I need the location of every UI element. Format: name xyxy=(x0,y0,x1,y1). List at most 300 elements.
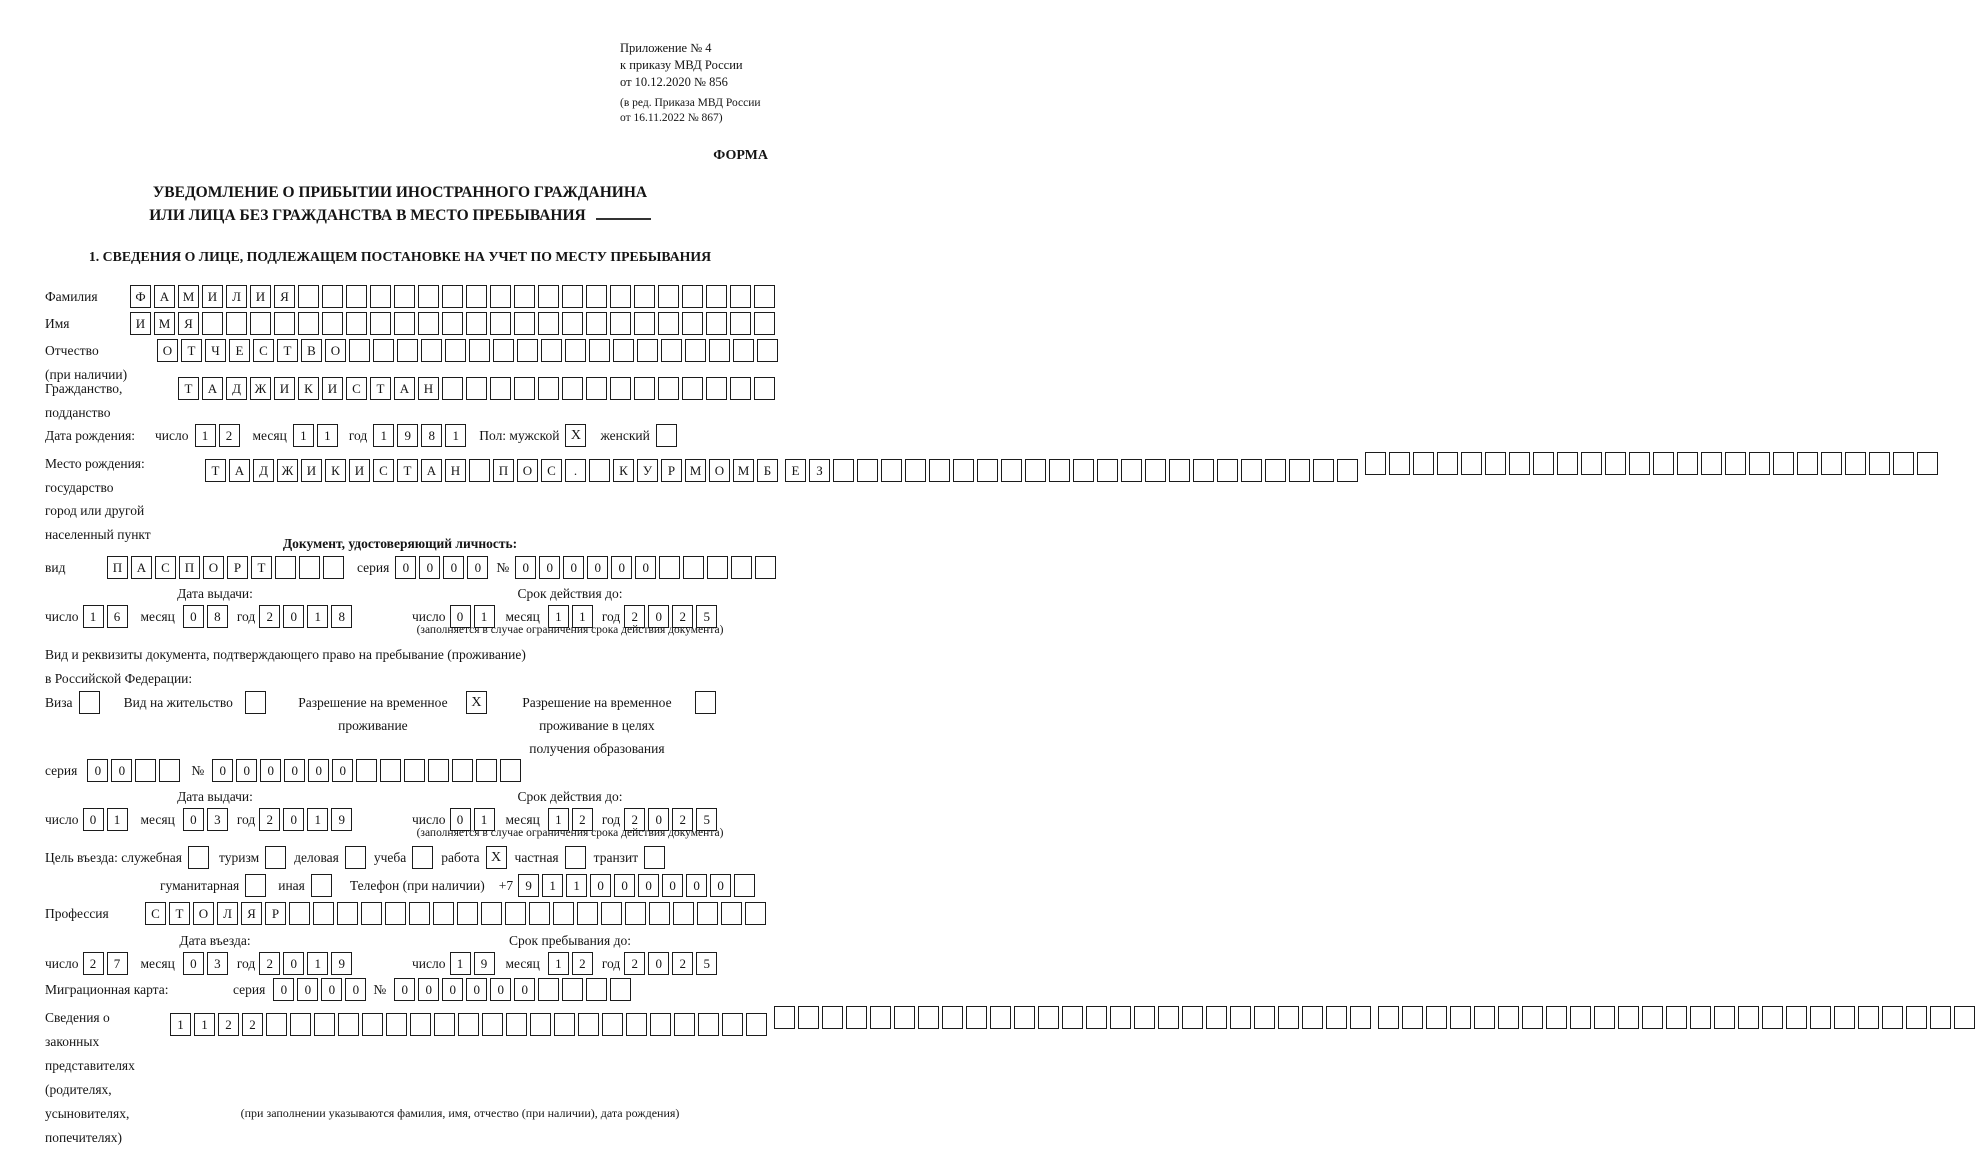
form-cell[interactable] xyxy=(135,759,156,782)
form-cell[interactable] xyxy=(433,902,454,925)
form-cell[interactable]: 0 xyxy=(590,874,611,897)
form-cell[interactable]: 0 xyxy=(283,605,304,628)
form-cell[interactable]: Н xyxy=(418,377,439,400)
form-cell[interactable]: И xyxy=(250,285,271,308)
form-cell[interactable] xyxy=(442,312,463,335)
form-cell[interactable]: Л xyxy=(217,902,238,925)
form-cell[interactable]: Т xyxy=(181,339,202,362)
form-cell[interactable]: 0 xyxy=(563,556,584,579)
form-cell[interactable]: А xyxy=(131,556,152,579)
form-cell[interactable] xyxy=(658,377,679,400)
form-cell[interactable]: У xyxy=(637,459,658,482)
form-cell[interactable]: 5 xyxy=(696,808,717,831)
form-cell[interactable] xyxy=(517,339,538,362)
form-cell[interactable]: 1 xyxy=(307,605,328,628)
form-cell[interactable]: 0 xyxy=(418,978,439,1001)
form-cell[interactable] xyxy=(586,978,607,1001)
form-cell[interactable] xyxy=(1302,1006,1323,1029)
form-cell[interactable] xyxy=(707,556,728,579)
form-cell[interactable] xyxy=(373,339,394,362)
form-cell[interactable]: 0 xyxy=(236,759,257,782)
form-cell[interactable]: 1 xyxy=(548,952,569,975)
form-cell[interactable] xyxy=(1289,459,1310,482)
checkbox-purpose-tourism[interactable] xyxy=(265,846,286,869)
form-cell[interactable] xyxy=(289,902,310,925)
form-cell[interactable] xyxy=(1001,459,1022,482)
form-cell[interactable]: 1 xyxy=(107,808,128,831)
form-cell[interactable] xyxy=(1786,1006,1807,1029)
form-cell[interactable]: 2 xyxy=(242,1013,263,1036)
form-cell[interactable]: С xyxy=(541,459,562,482)
form-cell[interactable]: И xyxy=(301,459,322,482)
form-cell[interactable]: М xyxy=(178,285,199,308)
form-cell[interactable]: С xyxy=(253,339,274,362)
form-cell[interactable]: 9 xyxy=(331,952,352,975)
form-cell[interactable]: 2 xyxy=(218,1013,239,1036)
form-cell[interactable]: А xyxy=(229,459,250,482)
form-cell[interactable]: К xyxy=(613,459,634,482)
form-cell[interactable]: И xyxy=(322,377,343,400)
form-cell[interactable] xyxy=(637,339,658,362)
form-cell[interactable]: Т xyxy=(205,459,226,482)
form-cell[interactable] xyxy=(1193,459,1214,482)
form-cell[interactable]: Т xyxy=(169,902,190,925)
form-cell[interactable] xyxy=(1337,459,1358,482)
form-cell[interactable]: Ж xyxy=(250,377,271,400)
form-cell[interactable]: Т xyxy=(397,459,418,482)
form-cell[interactable] xyxy=(370,285,391,308)
form-cell[interactable] xyxy=(322,285,343,308)
form-cell[interactable] xyxy=(493,339,514,362)
form-cell[interactable] xyxy=(1097,459,1118,482)
form-cell[interactable] xyxy=(1906,1006,1927,1029)
form-cell[interactable]: 0 xyxy=(442,978,463,1001)
form-cell[interactable]: 0 xyxy=(332,759,353,782)
form-cell[interactable]: 9 xyxy=(331,808,352,831)
form-cell[interactable] xyxy=(755,556,776,579)
form-cell[interactable]: 8 xyxy=(207,605,228,628)
form-cell[interactable] xyxy=(482,1013,503,1036)
form-cell[interactable] xyxy=(466,285,487,308)
form-cell[interactable] xyxy=(1038,1006,1059,1029)
form-cell[interactable]: 0 xyxy=(111,759,132,782)
form-cell[interactable]: 1 xyxy=(548,605,569,628)
form-cell[interactable]: Я xyxy=(241,902,262,925)
form-cell[interactable] xyxy=(1581,452,1602,475)
form-cell[interactable] xyxy=(1858,1006,1879,1029)
form-cell[interactable]: 2 xyxy=(259,808,280,831)
form-cell[interactable] xyxy=(634,377,655,400)
form-cell[interactable] xyxy=(709,339,730,362)
form-cell[interactable] xyxy=(942,1006,963,1029)
form-cell[interactable]: 0 xyxy=(638,874,659,897)
form-cell[interactable]: А xyxy=(394,377,415,400)
form-cell[interactable]: Б xyxy=(757,459,778,482)
form-cell[interactable] xyxy=(1086,1006,1107,1029)
form-cell[interactable] xyxy=(1182,1006,1203,1029)
form-cell[interactable] xyxy=(323,556,344,579)
form-cell[interactable] xyxy=(1810,1006,1831,1029)
form-cell[interactable] xyxy=(1474,1006,1495,1029)
form-cell[interactable]: Ф xyxy=(130,285,151,308)
form-cell[interactable]: 1 xyxy=(307,808,328,831)
form-cell[interactable] xyxy=(1073,459,1094,482)
form-cell[interactable] xyxy=(1254,1006,1275,1029)
form-cell[interactable]: Т xyxy=(370,377,391,400)
form-cell[interactable] xyxy=(683,556,704,579)
form-cell[interactable] xyxy=(1230,1006,1251,1029)
form-cell[interactable] xyxy=(1206,1006,1227,1029)
form-cell[interactable] xyxy=(613,339,634,362)
form-cell[interactable]: 3 xyxy=(207,952,228,975)
form-cell[interactable] xyxy=(721,902,742,925)
form-cell[interactable] xyxy=(1158,1006,1179,1029)
form-cell[interactable]: О xyxy=(517,459,538,482)
form-cell[interactable] xyxy=(731,556,752,579)
form-cell[interactable] xyxy=(562,377,583,400)
form-cell[interactable]: 2 xyxy=(259,605,280,628)
form-cell[interactable]: 0 xyxy=(648,952,669,975)
form-cell[interactable] xyxy=(650,1013,671,1036)
form-cell[interactable] xyxy=(734,874,755,897)
form-cell[interactable] xyxy=(445,339,466,362)
form-cell[interactable] xyxy=(1690,1006,1711,1029)
form-cell[interactable] xyxy=(1241,459,1262,482)
form-cell[interactable]: П xyxy=(107,556,128,579)
form-cell[interactable]: 7 xyxy=(107,952,128,975)
form-cell[interactable] xyxy=(589,339,610,362)
form-cell[interactable] xyxy=(586,377,607,400)
form-cell[interactable] xyxy=(469,339,490,362)
form-cell[interactable] xyxy=(1834,1006,1855,1029)
form-cell[interactable] xyxy=(698,1013,719,1036)
form-cell[interactable] xyxy=(529,902,550,925)
checkbox-purpose-work[interactable]: X xyxy=(486,846,507,869)
form-cell[interactable]: Р xyxy=(265,902,286,925)
form-cell[interactable] xyxy=(754,285,775,308)
form-cell[interactable] xyxy=(649,902,670,925)
form-cell[interactable] xyxy=(394,285,415,308)
form-cell[interactable] xyxy=(602,1013,623,1036)
form-cell[interactable] xyxy=(757,339,778,362)
form-cell[interactable]: О xyxy=(325,339,346,362)
form-cell[interactable]: 0 xyxy=(662,874,683,897)
form-cell[interactable]: 0 xyxy=(87,759,108,782)
form-cell[interactable]: 0 xyxy=(686,874,707,897)
form-cell[interactable]: 1 xyxy=(373,424,394,447)
form-cell[interactable] xyxy=(1893,452,1914,475)
form-cell[interactable] xyxy=(1402,1006,1423,1029)
form-cell[interactable]: С xyxy=(346,377,367,400)
form-cell[interactable] xyxy=(1749,452,1770,475)
form-cell[interactable]: 1 xyxy=(195,424,216,447)
form-cell[interactable] xyxy=(1618,1006,1639,1029)
form-cell[interactable] xyxy=(1413,452,1434,475)
form-cell[interactable] xyxy=(1930,1006,1951,1029)
form-cell[interactable] xyxy=(774,1006,795,1029)
form-cell[interactable]: З xyxy=(809,459,830,482)
form-cell[interactable] xyxy=(298,312,319,335)
form-cell[interactable]: П xyxy=(493,459,514,482)
form-cell[interactable]: 1 xyxy=(474,605,495,628)
form-cell[interactable] xyxy=(202,312,223,335)
form-cell[interactable] xyxy=(577,902,598,925)
form-cell[interactable]: 0 xyxy=(183,952,204,975)
form-cell[interactable]: 0 xyxy=(283,952,304,975)
form-cell[interactable]: 0 xyxy=(321,978,342,1001)
form-cell[interactable]: 0 xyxy=(515,556,536,579)
form-cell[interactable]: 1 xyxy=(317,424,338,447)
form-cell[interactable] xyxy=(1666,1006,1687,1029)
form-cell[interactable] xyxy=(1546,1006,1567,1029)
form-cell[interactable] xyxy=(990,1006,1011,1029)
form-cell[interactable]: П xyxy=(179,556,200,579)
form-cell[interactable] xyxy=(337,902,358,925)
form-cell[interactable] xyxy=(410,1013,431,1036)
form-cell[interactable] xyxy=(562,312,583,335)
form-cell[interactable] xyxy=(362,1013,383,1036)
form-cell[interactable]: Р xyxy=(227,556,248,579)
form-cell[interactable] xyxy=(538,312,559,335)
checkbox-purpose-other[interactable] xyxy=(311,874,332,897)
form-cell[interactable] xyxy=(682,285,703,308)
form-cell[interactable] xyxy=(313,902,334,925)
form-cell[interactable] xyxy=(481,902,502,925)
form-cell[interactable]: 9 xyxy=(397,424,418,447)
form-cell[interactable] xyxy=(452,759,473,782)
form-cell[interactable] xyxy=(538,978,559,1001)
form-cell[interactable] xyxy=(706,312,727,335)
checkbox-purpose-study[interactable] xyxy=(412,846,433,869)
checkbox-sex-female[interactable] xyxy=(656,424,677,447)
form-cell[interactable] xyxy=(905,459,926,482)
form-cell[interactable]: 1 xyxy=(542,874,563,897)
form-cell[interactable] xyxy=(586,285,607,308)
form-cell[interactable]: А xyxy=(154,285,175,308)
form-cell[interactable]: 0 xyxy=(260,759,281,782)
form-cell[interactable] xyxy=(514,377,535,400)
form-cell[interactable] xyxy=(1326,1006,1347,1029)
form-cell[interactable] xyxy=(833,459,854,482)
form-cell[interactable]: 0 xyxy=(635,556,656,579)
form-cell[interactable]: К xyxy=(298,377,319,400)
form-cell[interactable] xyxy=(553,902,574,925)
form-cell[interactable] xyxy=(1350,1006,1371,1029)
form-cell[interactable]: 0 xyxy=(450,808,471,831)
form-cell[interactable]: Е xyxy=(785,459,806,482)
form-cell[interactable] xyxy=(554,1013,575,1036)
form-cell[interactable]: . xyxy=(565,459,586,482)
form-cell[interactable]: Н xyxy=(445,459,466,482)
form-cell[interactable] xyxy=(418,312,439,335)
form-cell[interactable]: 6 xyxy=(107,605,128,628)
form-cell[interactable] xyxy=(404,759,425,782)
form-cell[interactable] xyxy=(754,377,775,400)
form-cell[interactable] xyxy=(346,312,367,335)
form-cell[interactable] xyxy=(290,1013,311,1036)
form-cell[interactable]: 0 xyxy=(395,556,416,579)
form-cell[interactable] xyxy=(538,377,559,400)
form-cell[interactable] xyxy=(589,459,610,482)
form-cell[interactable]: 1 xyxy=(450,952,471,975)
form-cell[interactable] xyxy=(1533,452,1554,475)
form-cell[interactable] xyxy=(1110,1006,1131,1029)
form-cell[interactable]: 0 xyxy=(212,759,233,782)
form-cell[interactable] xyxy=(730,377,751,400)
form-cell[interactable] xyxy=(977,459,998,482)
form-cell[interactable] xyxy=(634,285,655,308)
form-cell[interactable]: 0 xyxy=(614,874,635,897)
form-cell[interactable] xyxy=(733,339,754,362)
form-cell[interactable]: 9 xyxy=(518,874,539,897)
form-cell[interactable]: 0 xyxy=(539,556,560,579)
form-cell[interactable]: 9 xyxy=(474,952,495,975)
form-cell[interactable]: 0 xyxy=(183,605,204,628)
form-cell[interactable]: 0 xyxy=(83,808,104,831)
form-cell[interactable] xyxy=(274,312,295,335)
form-cell[interactable] xyxy=(562,978,583,1001)
form-cell[interactable] xyxy=(397,339,418,362)
form-cell[interactable]: 0 xyxy=(611,556,632,579)
form-cell[interactable] xyxy=(428,759,449,782)
form-cell[interactable] xyxy=(458,1013,479,1036)
form-cell[interactable] xyxy=(1025,459,1046,482)
form-cell[interactable] xyxy=(626,1013,647,1036)
form-cell[interactable]: 0 xyxy=(443,556,464,579)
form-cell[interactable]: С xyxy=(145,902,166,925)
form-cell[interactable]: И xyxy=(274,377,295,400)
form-cell[interactable] xyxy=(610,312,631,335)
form-cell[interactable]: О xyxy=(193,902,214,925)
form-cell[interactable] xyxy=(299,556,320,579)
form-cell[interactable]: Д xyxy=(226,377,247,400)
form-cell[interactable] xyxy=(1773,452,1794,475)
form-cell[interactable] xyxy=(798,1006,819,1029)
form-cell[interactable] xyxy=(275,556,296,579)
form-cell[interactable]: 3 xyxy=(207,808,228,831)
form-cell[interactable]: 0 xyxy=(394,978,415,1001)
form-cell[interactable]: 2 xyxy=(572,952,593,975)
form-cell[interactable]: 0 xyxy=(297,978,318,1001)
form-cell[interactable] xyxy=(1437,452,1458,475)
form-cell[interactable] xyxy=(346,285,367,308)
form-cell[interactable]: К xyxy=(325,459,346,482)
form-cell[interactable]: 1 xyxy=(572,605,593,628)
form-cell[interactable] xyxy=(659,556,680,579)
form-cell[interactable] xyxy=(159,759,180,782)
form-cell[interactable]: 2 xyxy=(572,808,593,831)
form-cell[interactable] xyxy=(562,285,583,308)
form-cell[interactable] xyxy=(1498,1006,1519,1029)
form-cell[interactable]: С xyxy=(373,459,394,482)
form-cell[interactable] xyxy=(1882,1006,1903,1029)
form-cell[interactable] xyxy=(469,459,490,482)
form-cell[interactable] xyxy=(1365,452,1386,475)
form-cell[interactable]: 2 xyxy=(259,952,280,975)
form-cell[interactable]: М xyxy=(733,459,754,482)
form-cell[interactable]: 2 xyxy=(624,952,645,975)
form-cell[interactable]: Л xyxy=(226,285,247,308)
form-cell[interactable]: Ж xyxy=(277,459,298,482)
form-cell[interactable]: Т xyxy=(178,377,199,400)
form-cell[interactable] xyxy=(857,459,878,482)
form-cell[interactable]: И xyxy=(349,459,370,482)
form-cell[interactable] xyxy=(1121,459,1142,482)
form-cell[interactable] xyxy=(658,285,679,308)
form-cell[interactable] xyxy=(538,285,559,308)
form-cell[interactable]: 1 xyxy=(474,808,495,831)
form-cell[interactable]: 5 xyxy=(696,952,717,975)
form-cell[interactable]: Е xyxy=(229,339,250,362)
form-cell[interactable] xyxy=(918,1006,939,1029)
form-cell[interactable] xyxy=(881,459,902,482)
form-cell[interactable] xyxy=(1629,452,1650,475)
form-cell[interactable] xyxy=(338,1013,359,1036)
form-cell[interactable] xyxy=(754,312,775,335)
form-cell[interactable] xyxy=(706,285,727,308)
form-cell[interactable] xyxy=(1169,459,1190,482)
form-cell[interactable] xyxy=(530,1013,551,1036)
form-cell[interactable] xyxy=(870,1006,891,1029)
form-cell[interactable]: 1 xyxy=(293,424,314,447)
form-cell[interactable] xyxy=(500,759,521,782)
form-cell[interactable]: И xyxy=(202,285,223,308)
form-cell[interactable] xyxy=(442,285,463,308)
checkbox-purpose-business[interactable] xyxy=(345,846,366,869)
form-cell[interactable]: 0 xyxy=(466,978,487,1001)
form-cell[interactable] xyxy=(541,339,562,362)
form-cell[interactable] xyxy=(457,902,478,925)
form-cell[interactable] xyxy=(730,312,751,335)
form-cell[interactable]: 0 xyxy=(648,808,669,831)
form-cell[interactable] xyxy=(1642,1006,1663,1029)
form-cell[interactable]: 2 xyxy=(219,424,240,447)
form-cell[interactable]: 0 xyxy=(450,605,471,628)
form-cell[interactable] xyxy=(266,1013,287,1036)
form-cell[interactable]: О xyxy=(203,556,224,579)
form-cell[interactable]: 1 xyxy=(194,1013,215,1036)
form-cell[interactable] xyxy=(442,377,463,400)
form-cell[interactable] xyxy=(421,339,442,362)
form-cell[interactable] xyxy=(586,312,607,335)
form-cell[interactable] xyxy=(697,902,718,925)
form-cell[interactable]: И xyxy=(130,312,151,335)
form-cell[interactable] xyxy=(565,339,586,362)
form-cell[interactable]: 2 xyxy=(672,808,693,831)
form-cell[interactable] xyxy=(322,312,343,335)
form-cell[interactable] xyxy=(250,312,271,335)
checkbox-purpose-humanitarian[interactable] xyxy=(245,874,266,897)
checkbox-residence-permit[interactable] xyxy=(245,691,266,714)
form-cell[interactable] xyxy=(634,312,655,335)
form-cell[interactable] xyxy=(1278,1006,1299,1029)
form-cell[interactable] xyxy=(356,759,377,782)
form-cell[interactable]: 8 xyxy=(421,424,442,447)
form-cell[interactable] xyxy=(1062,1006,1083,1029)
form-cell[interactable]: 2 xyxy=(624,808,645,831)
form-cell[interactable] xyxy=(1570,1006,1591,1029)
form-cell[interactable] xyxy=(1145,459,1166,482)
form-cell[interactable] xyxy=(1917,452,1938,475)
form-cell[interactable] xyxy=(314,1013,335,1036)
form-cell[interactable]: 2 xyxy=(672,605,693,628)
checkbox-purpose-transit[interactable] xyxy=(644,846,665,869)
form-cell[interactable] xyxy=(953,459,974,482)
form-cell[interactable] xyxy=(490,312,511,335)
form-cell[interactable] xyxy=(1762,1006,1783,1029)
form-cell[interactable]: Я xyxy=(274,285,295,308)
form-cell[interactable] xyxy=(894,1006,915,1029)
